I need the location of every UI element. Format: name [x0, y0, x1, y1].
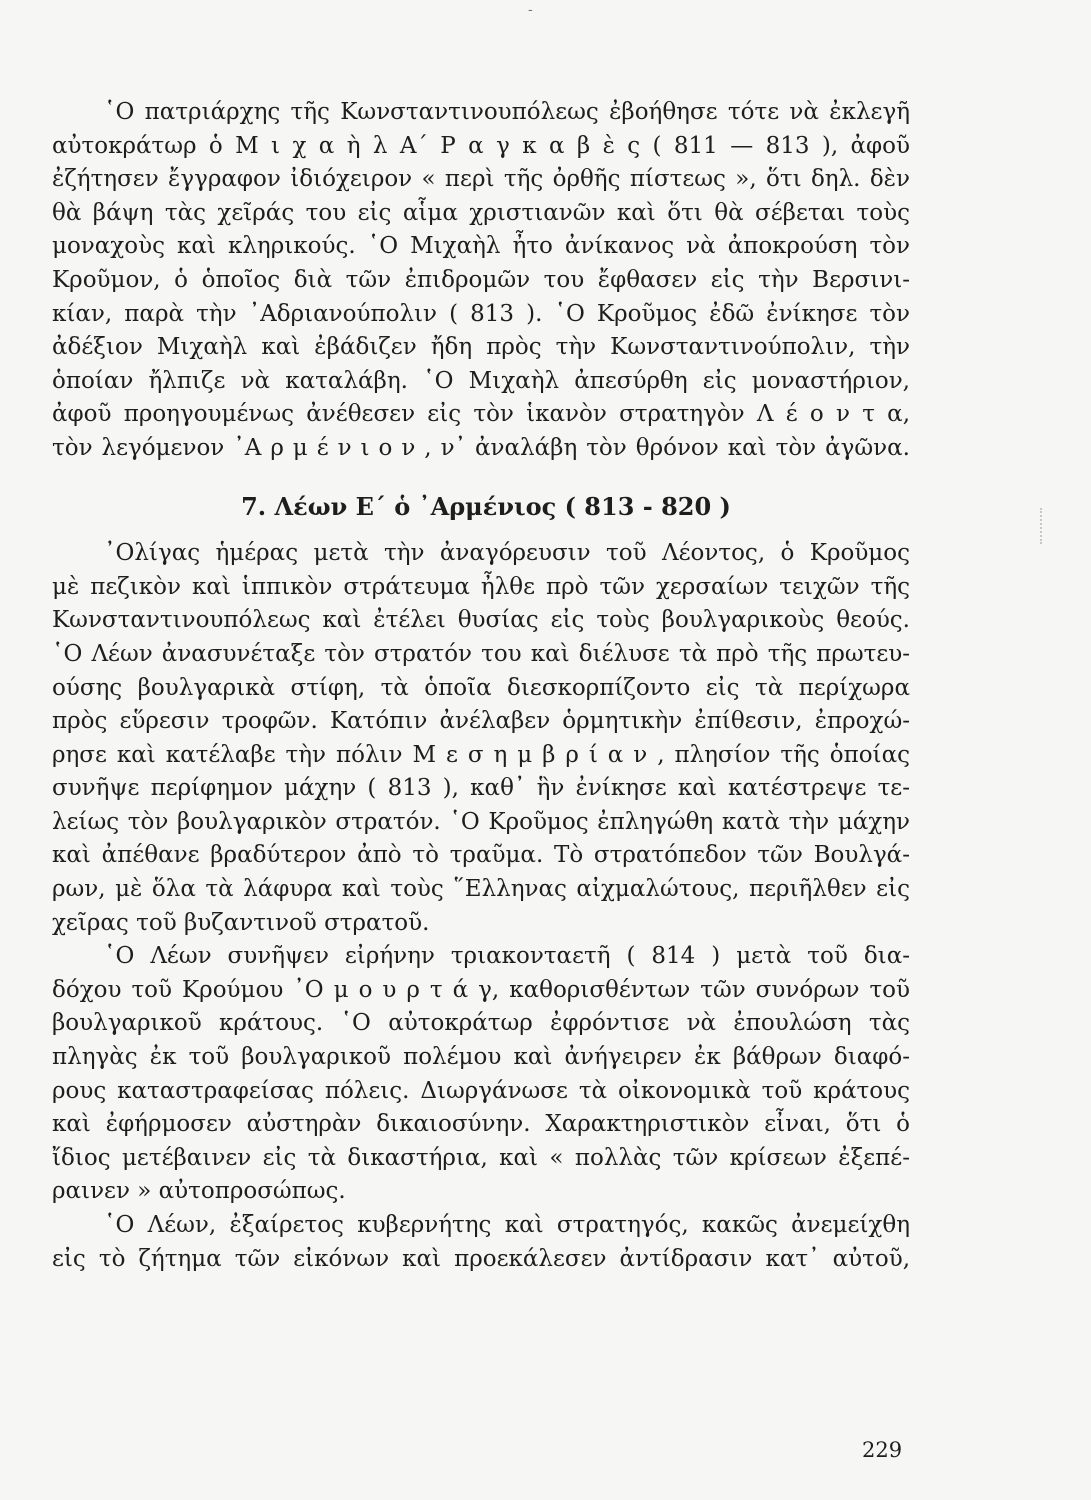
top-mark: - [528, 2, 533, 18]
text-line: Κωνσταντινουπόλεως καὶ ἐτέλει θυσίας εἰς τοὺς βουλγαρικοὺς θεούς. [52, 607, 910, 634]
text-line: εἰς τὸ ζήτημα τῶν εἰκόνων καὶ προεκάλεσεν ἀντίδρασιν κατ᾿ αὐτοῦ, [52, 1245, 910, 1272]
text-line: μὲ πεζικὸν καὶ ἱππικὸν στράτευμα ἦλθε πρὸ τῶν χερσαίων τειχῶν τῆς [52, 573, 910, 600]
text-line: αὐτοκράτωρ ὁ Μ ι χ α ὴ λ Α΄ Ρ α γ κ α β ὲ ς ( 811 — 813 ), ἀφοῦ [52, 132, 910, 159]
text-line: θὰ βάψη τὰς χεῖράς του εἰς αἷμα χριστιανῶν καὶ ὅτι θὰ σέβεται τοὺς [52, 199, 910, 226]
text-line: ᾿Ολίγας ἡμέρας μετὰ τὴν ἀναγόρευσιν τοῦ Λέοντος, ὁ Κροῦμος [104, 540, 910, 567]
text-line: ραινεν » αὐτοπροσώπως. [52, 1178, 346, 1205]
paragraph-3 [52, 940, 910, 1209]
text-line: καὶ ἀπέθανε βραδύτερον ἀπὸ τὸ τραῦμα. Τὸ στρατόπεδον τῶν Βουλγά- [52, 842, 910, 869]
text-line: κίαν, παρὰ τὴν ᾿Αδριανούπολιν ( 813 ). ῾Ο Κροῦμος ἐδῶ ἐνίκησε τὸν [52, 300, 910, 327]
page-number: 229 [862, 1438, 903, 1462]
text-line: ἴδιος μετέβαινεν εἰς τὰ δικαστήρια, καὶ « πολλὰς τῶν κρίσεων ἐξεπέ- [52, 1144, 910, 1171]
text-line: ῾Ο Λέων, ἐξαίρετος κυβερνήτης καὶ στρατηγός, κακῶς ἀνεμείχθη [104, 1212, 910, 1238]
text-line: βουλγαρικοῦ κράτους. ῾Ο αὐτοκράτωρ ἐφρόντισε νὰ ἐπουλώση τὰς [52, 1010, 910, 1037]
text-line: ἀφοῦ προηγουμένως ἀνέθεσεν εἰς τὸν ἱκανὸν στρατηγὸν Λ έ ο ν τ α, [52, 401, 910, 428]
text-line: καὶ ἐφήρμοσεν αὐστηρὰν δικαιοσύνην. Χαρακτηριστικὸν εἶναι, ὅτι ὁ [52, 1111, 910, 1138]
text-line: πρὸς εὕρεσιν τροφῶν. Κατόπιν ἀνέλαβεν ὁρμητικὴν ἐπίθεσιν, ἐπροχώ- [52, 708, 910, 735]
text-line: δόχου τοῦ Κρούμου ᾿Ο μ ο υ ρ τ ά γ, καθορισθέντων τῶν συνόρων τοῦ [52, 976, 910, 1003]
text-line: ῾Ο Λέων ἀνασυνέταξε τὸν στρατόν του καὶ διέλυσε τὰ πρὸ τῆς πρωτευ- [52, 640, 910, 667]
text-line: πληγὰς ἐκ τοῦ βουλγαρικοῦ πολέμου καὶ ἀνήγειρεν ἐκ βάθρων διαφό- [52, 1044, 910, 1071]
body-text [52, 96, 910, 1276]
text-line: χεῖρας τοῦ βυζαντινοῦ στρατοῦ. [52, 909, 430, 936]
text-line: Κροῦμον, ὁ ὁποῖος διὰ τῶν ἐπιδρομῶν του ἔφθασεν εἰς τὴν Βερσινι- [52, 266, 910, 293]
text-line: συνῆψε περίφημον μάχην ( 813 ), καθ᾿ ἣν ἐνίκησε καὶ κατέστρεψε τε- [52, 775, 910, 802]
text-line: λείως τὸν βουλγαρικὸν στρατόν. ῾Ο Κροῦμος ἐπληγώθη κατὰ τὴν μάχην [52, 808, 910, 835]
text-line: ῾Ο πατριάρχης τῆς Κωνσταντινουπόλεως ἐβοήθησε τότε νὰ ἐκλεγῆ [104, 99, 910, 125]
paragraph-1 [52, 96, 910, 466]
text-line: μοναχοὺς καὶ κληρικούς. ῾Ο Μιχαὴλ ἦτο ἀνίκανος νὰ ἀποκρούση τὸν [52, 233, 910, 260]
text-line: τὸν λεγόμενον ᾿Α ρ μ έ ν ι ο ν , ν᾿ ἀναλάβη τὸν θρόνον καὶ τὸν ἀγῶνα. [52, 434, 910, 461]
text-line: ούσης βουλγαρικὰ στίφη, τὰ ὁποῖα διεσκορπίζοντο εἰς τὰ περίχωρα [52, 674, 910, 701]
section-heading: 7. Λέων Ε΄ ὁ ᾿Αρμένιος ( 813 - 820 ) [241, 491, 731, 521]
text-line: ἀδέξιον Μιχαὴλ καὶ ἐβάδιζεν ἤδη πρὸς τὴν Κωνσταντινούπολιν, τὴν [52, 334, 910, 361]
text-line: ῾Ο Λέων συνῆψεν εἰρήνην τριακονταετῆ ( 814 ) μετὰ τοῦ δια- [104, 943, 910, 970]
text-line: ἐζήτησεν ἔγγραφον ἰδιόχειρον « περὶ τῆς ὀρθῆς πίστεως », ὅτι δηλ. δὲν [52, 166, 910, 193]
margin-mark [1040, 508, 1046, 544]
paragraph-2 [52, 537, 910, 940]
text-line: ὁποίαν ἤλπιζε νὰ καταλάβη. ῾Ο Μιχαὴλ ἀπεσύρθη εἰς μοναστήριον, [52, 367, 910, 394]
text-line: ρησε καὶ κατέλαβε τὴν πόλιν Μ ε σ η μ β ρ ί α ν , πλησίον τῆς ὁποίας [52, 741, 910, 768]
paragraph-4 [52, 1209, 910, 1276]
text-line: ρους καταστραφείσας πόλεις. Διωργάνωσε τὰ οἰκονομικὰ τοῦ κράτους [52, 1077, 910, 1104]
text-line: ρων, μὲ ὅλα τὰ λάφυρα καὶ τοὺς ῞Ελληνας αἰχμαλώτους, περιῆλθεν εἰς [52, 876, 910, 903]
